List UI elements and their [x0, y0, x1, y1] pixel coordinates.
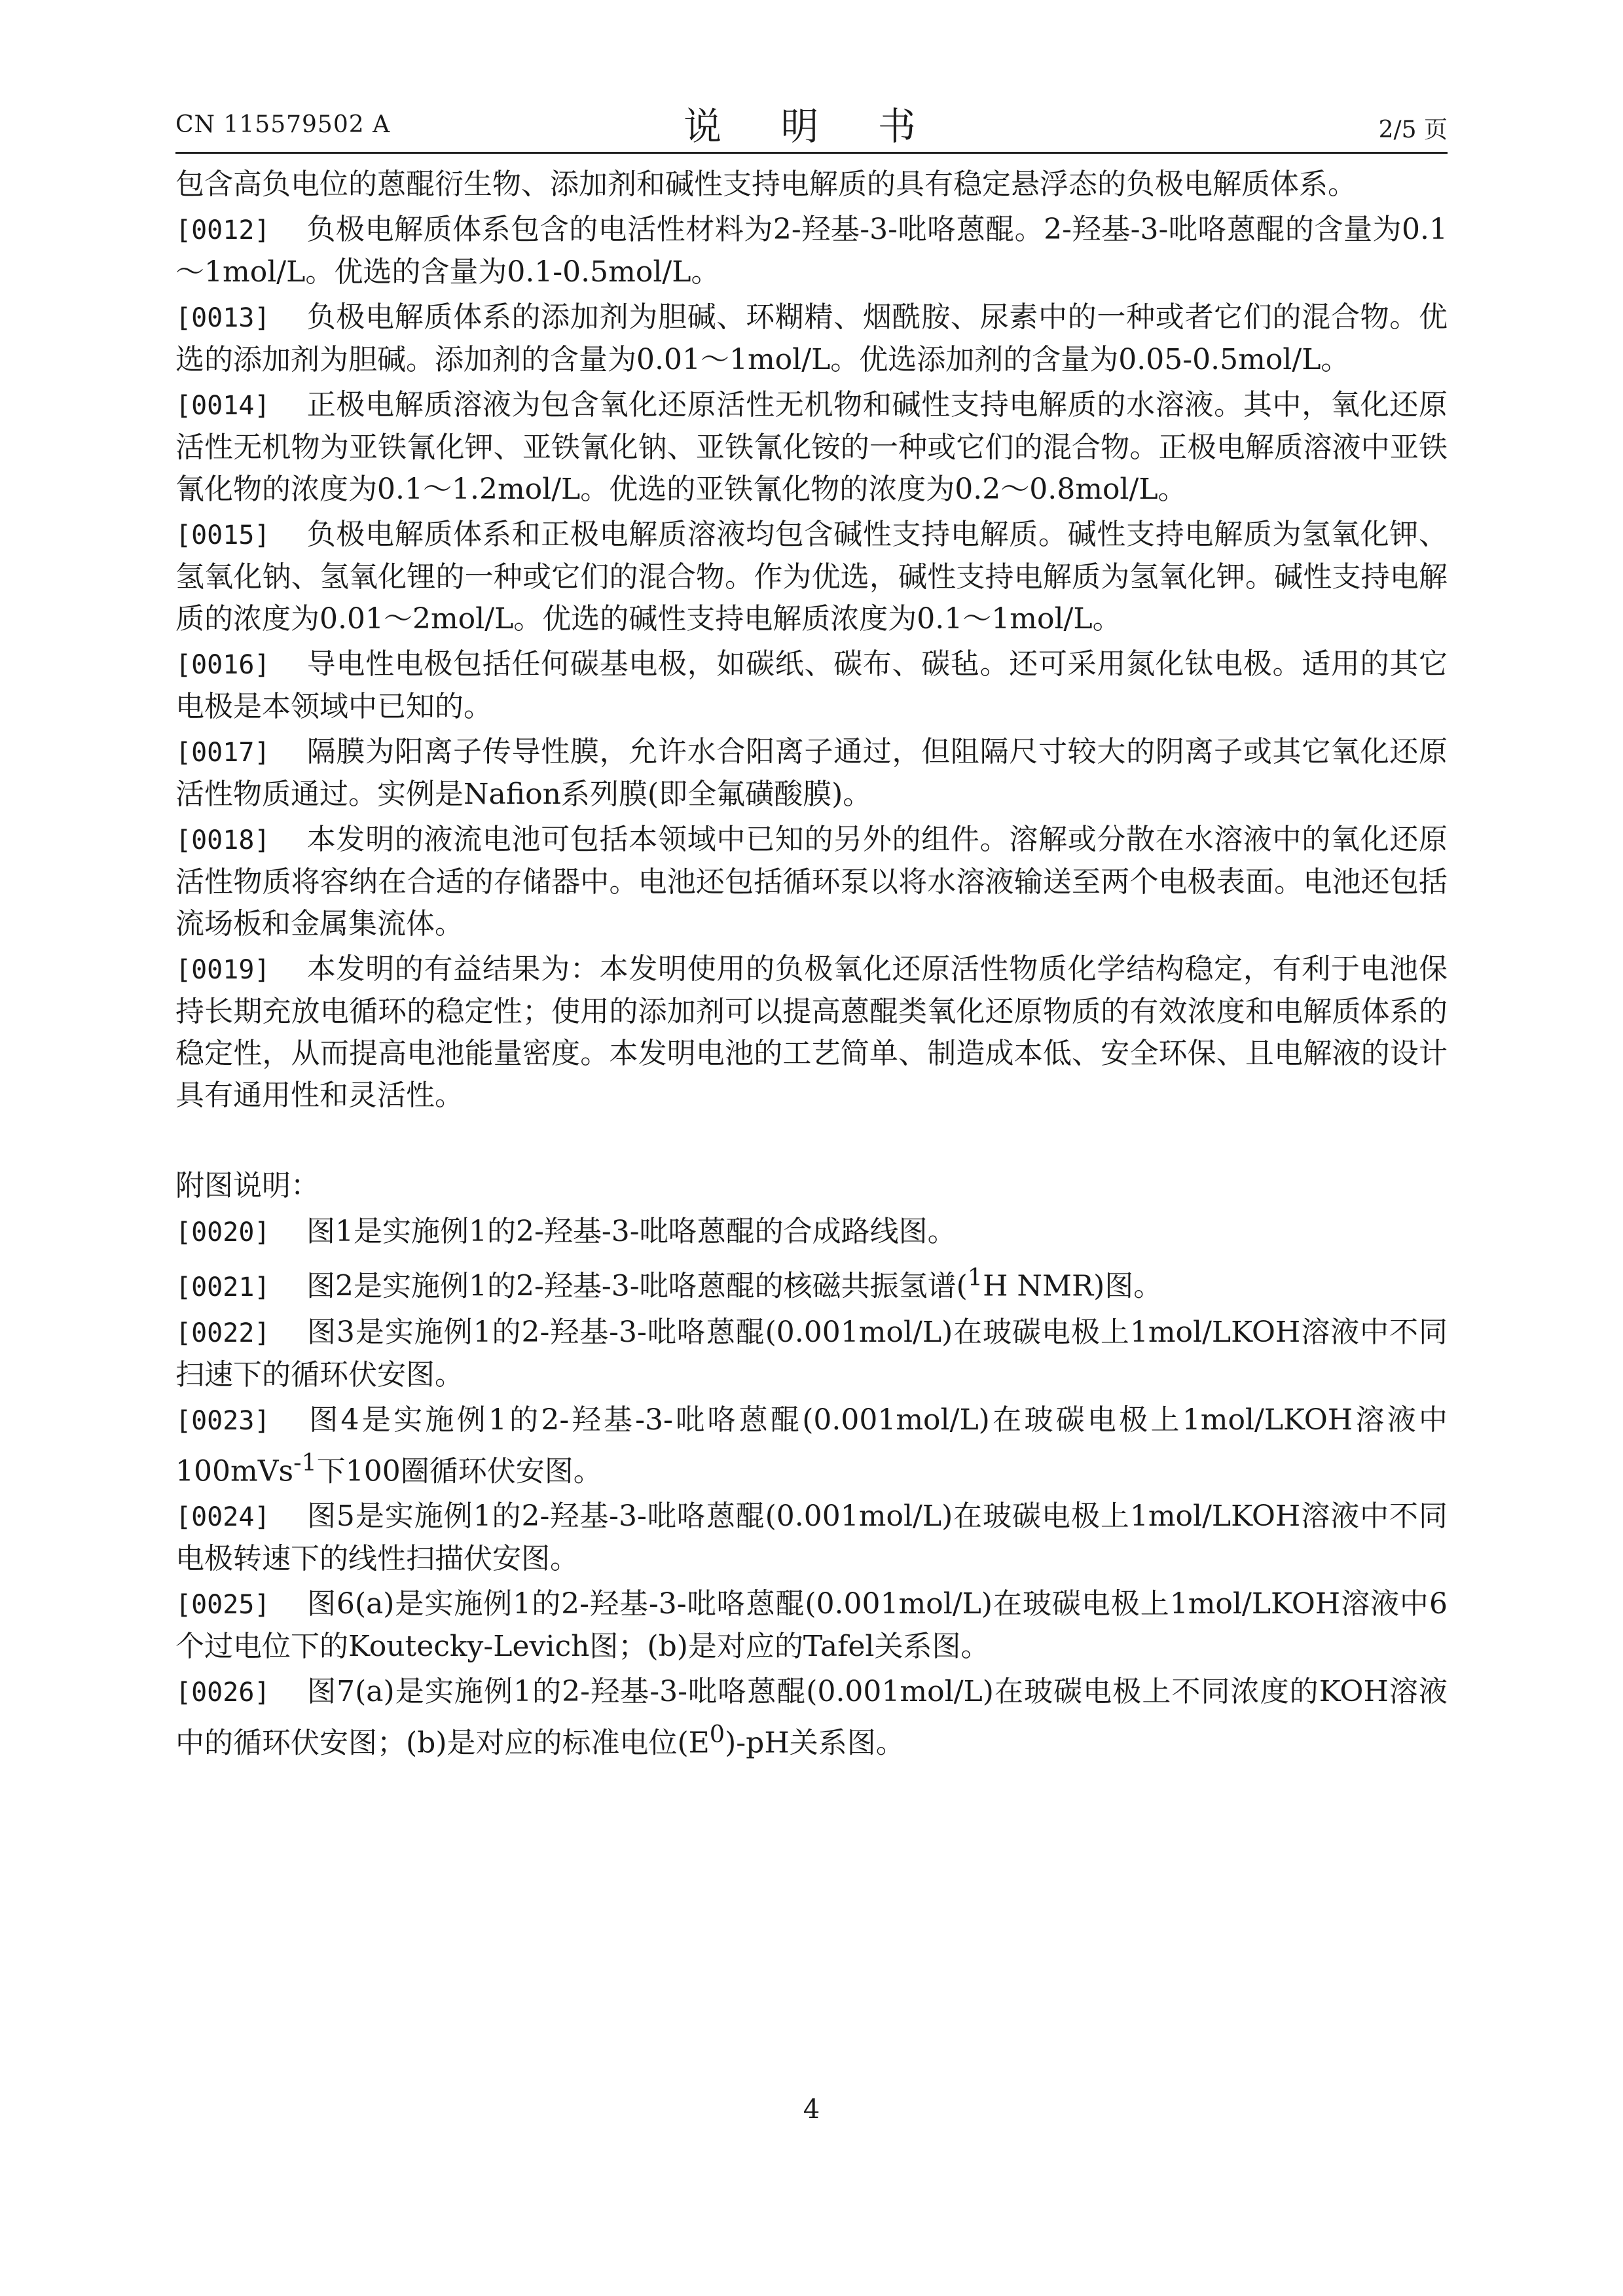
paragraph — [175, 164, 1448, 206]
paragraph-text-tail: )-pH关系图。 — [725, 1726, 905, 1760]
document-body — [175, 164, 1448, 1768]
paragraph-number: [0017] — [175, 738, 270, 768]
paragraph-text: 图3是实施例1的2-羟基-3-吡咯蒽醌(0.001mol/L)在玻碳电极上1mol/LKOH溶液中不同扫速下的循环伏安图。 — [175, 1315, 1448, 1391]
figure-paragraph — [175, 1671, 1448, 1765]
paragraph-text: 正极电解质溶液为包含氧化还原活性无机物和碱性支持电解质的水溶液。其中，氧化还原活性无机物为亚铁氰化钾、亚铁氰化钠、亚铁氰化铵的一种或它们的混合物。正极电解质溶液中亚铁氰化物的浓度为0.1～1.2mol/L。优选的亚铁氰化物的浓度为0.2～0.8mol/L。 — [175, 388, 1448, 506]
paragraph-number: [0026] — [175, 1677, 270, 1708]
paragraph-number: [0016] — [175, 650, 270, 680]
paragraph — [175, 514, 1448, 640]
paragraph-text-tail: 下100圈循环伏安图。 — [316, 1454, 602, 1488]
page-number: 4 — [803, 2094, 820, 2125]
paragraph-text: 负极电解质体系包含的电活性材料为2-羟基-3-吡咯蒽醌。2-羟基-3-吡咯蒽醌的含量为0.1～1mol/L。优选的含量为0.1-0.5mol/L。 — [175, 213, 1448, 289]
page-info: 2/5 页 — [1378, 117, 1448, 143]
header-rule — [175, 152, 1448, 154]
paragraph — [175, 643, 1448, 728]
publication-number: CN 115579502 A — [175, 111, 391, 138]
paragraph-text: 图7(a)是实施例1的2-羟基-3-吡咯蒽醌(0.001mol/L)在玻碳电极上不同浓度的KOH溶液中的循环伏安图；(b)是对应的标准电位(E — [175, 1675, 1448, 1760]
paragraph-text: 负极电解质体系的添加剂为胆碱、环糊精、烟酰胺、尿素中的一种或者它们的混合物。优选的添加剂为胆碱。添加剂的含量为0.01～1mol/L。优选添加剂的含量为0.05-0.5mol/L。 — [175, 300, 1448, 376]
paragraph-text: 图5是实施例1的2-羟基-3-吡咯蒽醌(0.001mol/L)在玻碳电极上1mol/LKOH溶液中不同电极转速下的线性扫描伏安图。 — [175, 1499, 1448, 1576]
paragraph-number: [0019] — [175, 955, 270, 985]
paragraph-text: 负极电解质体系和正极电解质溶液均包含碱性支持电解质。碱性支持电解质为氢氧化钾、氢氧化钠、氢氧化锂的一种或它们的混合物。作为优选，碱性支持电解质为氢氧化钾。碱性支持电解质的浓度为0.01～2mol/L。优选的碱性支持电解质浓度为0.1～1mol/L。 — [175, 518, 1448, 636]
paragraph-number: [0020] — [175, 1217, 270, 1247]
figure-paragraph — [175, 1211, 1448, 1253]
paragraph-text: 导电性电极包括任何碳基电极，如碳纸、碳布、碳毡。还可采用氮化钛电极。适用的其它电极是本领域中已知的。 — [175, 647, 1448, 723]
paragraph-text: 图6(a)是实施例1的2-羟基-3-吡咯蒽醌(0.001mol/L)在玻碳电极上1mol/LKOH溶液中6个过电位下的Koutecky-Levich图；(b)是对应的Tafel关系图。 — [175, 1587, 1448, 1664]
paragraph-text-tail: H NMR)图。 — [983, 1269, 1163, 1303]
figure-paragraph — [175, 1257, 1448, 1308]
paragraph-text: 本发明的有益结果为：本发明使用的负极氧化还原活性物质化学结构稳定，有利于电池保持长期充放电循环的稳定性；使用的添加剂可以提高蒽醌类氧化还原物质的有效浓度和电解质体系的稳定性，从而提高电池能量密度。本发明电池的工艺简单、制造成本低、安全环保、且电解液的设计具有通用性和灵活性。 — [175, 952, 1448, 1112]
document-title: 说 明 书 — [684, 104, 939, 149]
page-header — [175, 92, 1448, 151]
superscript: -1 — [293, 1448, 317, 1477]
figure-paragraph — [175, 1583, 1448, 1668]
paragraph — [175, 948, 1448, 1117]
figure-paragraph — [175, 1312, 1448, 1396]
paragraph — [175, 819, 1448, 945]
paragraph-number: [0018] — [175, 825, 270, 855]
paragraph — [175, 731, 1448, 816]
paragraph-number: [0015] — [175, 520, 270, 550]
section-heading: 附图说明： — [175, 1169, 319, 1202]
paragraph — [175, 209, 1448, 293]
superscript: 0 — [709, 1720, 725, 1749]
paragraph-number: [0014] — [175, 391, 270, 421]
paragraph-number: [0023] — [175, 1405, 270, 1436]
paragraph-text: 隔膜为阳离子传导性膜，允许水合阳离子通过，但阻隔尺寸较大的阴离子或其它氧化还原活性物质通过。实例是Nafion系列膜(即全氟磺酸膜)。 — [175, 735, 1448, 811]
paragraph-text: 包含高负电位的蒽醌衍生物、添加剂和碱性支持电解质的具有稳定悬浮态的负极电解质体系。 — [175, 168, 1357, 201]
figure-paragraph — [175, 1496, 1448, 1580]
paragraph-number: [0022] — [175, 1318, 270, 1348]
paragraph-number: [0013] — [175, 303, 270, 333]
paragraph-text: 图2是实施例1的2-羟基-3-吡咯蒽醌的核磁共振氢谱( — [306, 1269, 968, 1303]
paragraph-text: 图4是实施例1的2-羟基-3-吡咯蒽醌(0.001mol/L)在玻碳电极上1mol/LKOH溶液中100mVs — [175, 1403, 1448, 1488]
paragraph — [175, 384, 1448, 511]
paragraph-number: [0024] — [175, 1502, 270, 1533]
superscript: 1 — [967, 1263, 983, 1291]
paragraph-text: 图1是实施例1的2-羟基-3-吡咯蒽醌的合成路线图。 — [306, 1215, 957, 1248]
figure-paragraph — [175, 1399, 1448, 1493]
paragraph-number: [0025] — [175, 1590, 270, 1621]
paragraph-number: [0012] — [175, 215, 270, 245]
paragraph-number: [0021] — [175, 1272, 270, 1302]
paragraph-text: 本发明的液流电池可包括本领域中已知的另外的组件。溶解或分散在水溶液中的氧化还原活性物质将容纳在合适的存储器中。电池还包括循环泵以将水溶液输送至两个电极表面。电池还包括流场板和金属集流体。 — [175, 823, 1448, 941]
paragraph — [175, 296, 1448, 381]
